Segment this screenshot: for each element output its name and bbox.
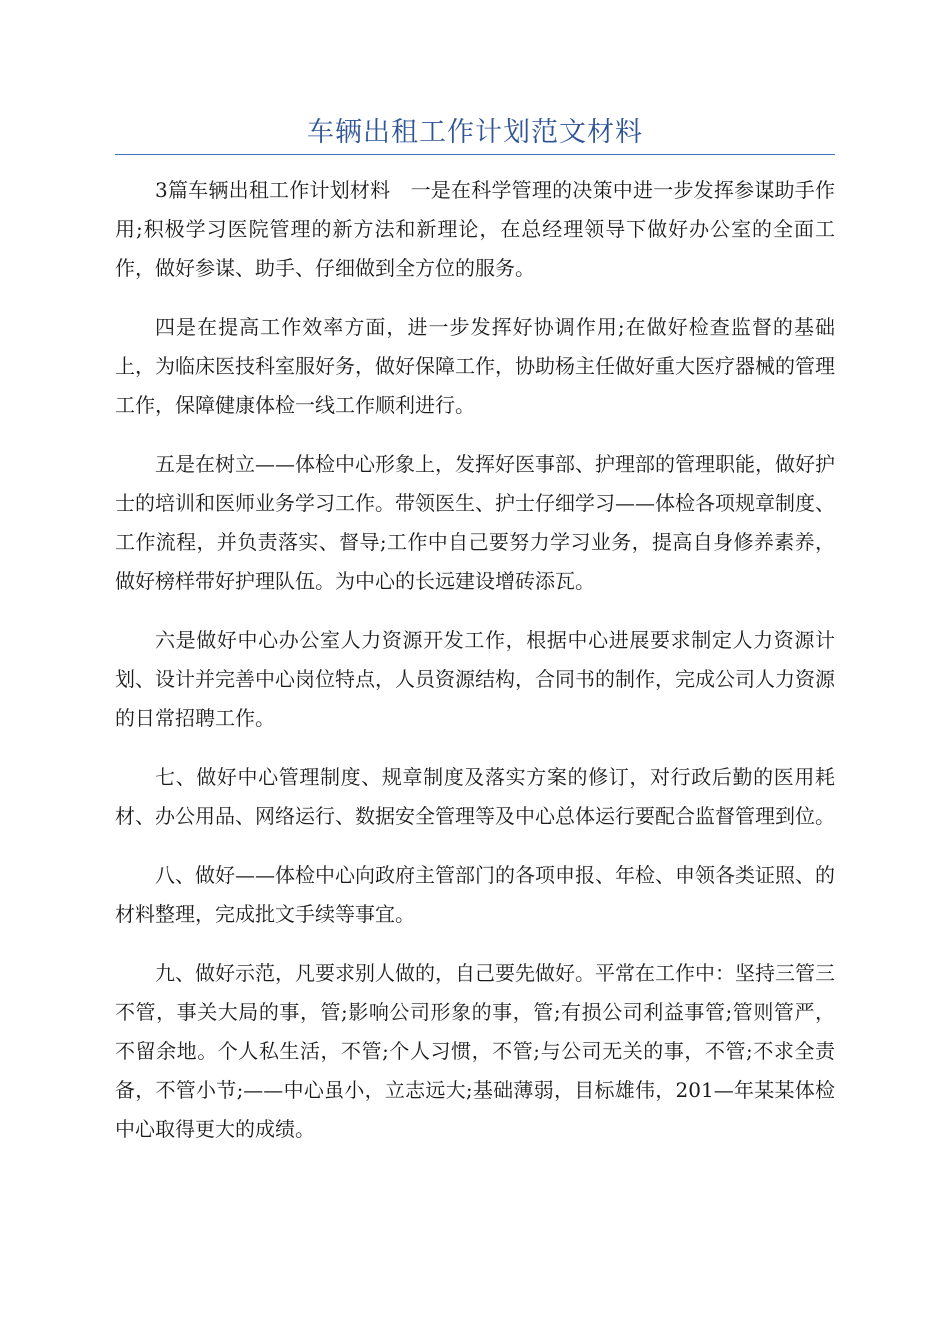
document-title: 车辆出租工作计划范文材料	[307, 117, 643, 148]
document-body	[115, 171, 835, 1169]
paragraph: 六是做好中心办公室人力资源开发工作，根据中心进展要求制定人力资源计划、设计并完善中心岗位特点，人员资源结构，合同书的制作，完成公司人力资源的日常招聘工作。	[115, 628, 835, 730]
paragraph: 九、做好示范，凡要求别人做的，自己要先做好。平常在工作中：坚持三管三不管，事关大局的事，管;影响公司形象的事，管;有损公司利益事管;管则管严，不留余地。个人私生活，不管;个人习惯，不管;与公司无关的事，不管;不求全责备，不管小节;——中心虽小，立志远大;基础薄弱，目标雄伟，201—年某某体检中心取得更大的成绩。	[115, 961, 835, 1141]
title-underline	[115, 154, 835, 155]
paragraph: 七、做好中心管理制度、规章制度及落实方案的修订，对行政后勤的医用耗材、办公用品、网络运行、数据安全管理等及中心总体运行要配合监督管理到位。	[115, 765, 835, 828]
paragraph: 四是在提高工作效率方面，进一步发挥好协调作用;在做好检查监督的基础上，为临床医技科室服好务，做好保障工作，协助杨主任做好重大医疗器械的管理工作，保障健康体检一线工作顺利进行。	[115, 315, 835, 417]
paragraph: 3篇车辆出租工作计划材料 一是在科学管理的决策中进一步发挥参谋助手作用;积极学习医院管理的新方法和新理论，在总经理领导下做好办公室的全面工作，做好参谋、助手、仔细做到全方位的服务。	[115, 178, 835, 280]
paragraph: 五是在树立——体检中心形象上，发挥好医事部、护理部的管理职能，做好护士的培训和医师业务学习工作。带领医生、护士仔细学习——体检各项规章制度、工作流程，并负责落实、督导;工作中自己要努力学习业务，提高自身修养素养，做好榜样带好护理队伍。为中心的长远建设增砖添瓦。	[115, 452, 835, 593]
paragraph: 八、做好——体检中心向政府主管部门的各项申报、年检、申领各类证照、的材料整理，完成批文手续等事宜。	[115, 863, 835, 926]
